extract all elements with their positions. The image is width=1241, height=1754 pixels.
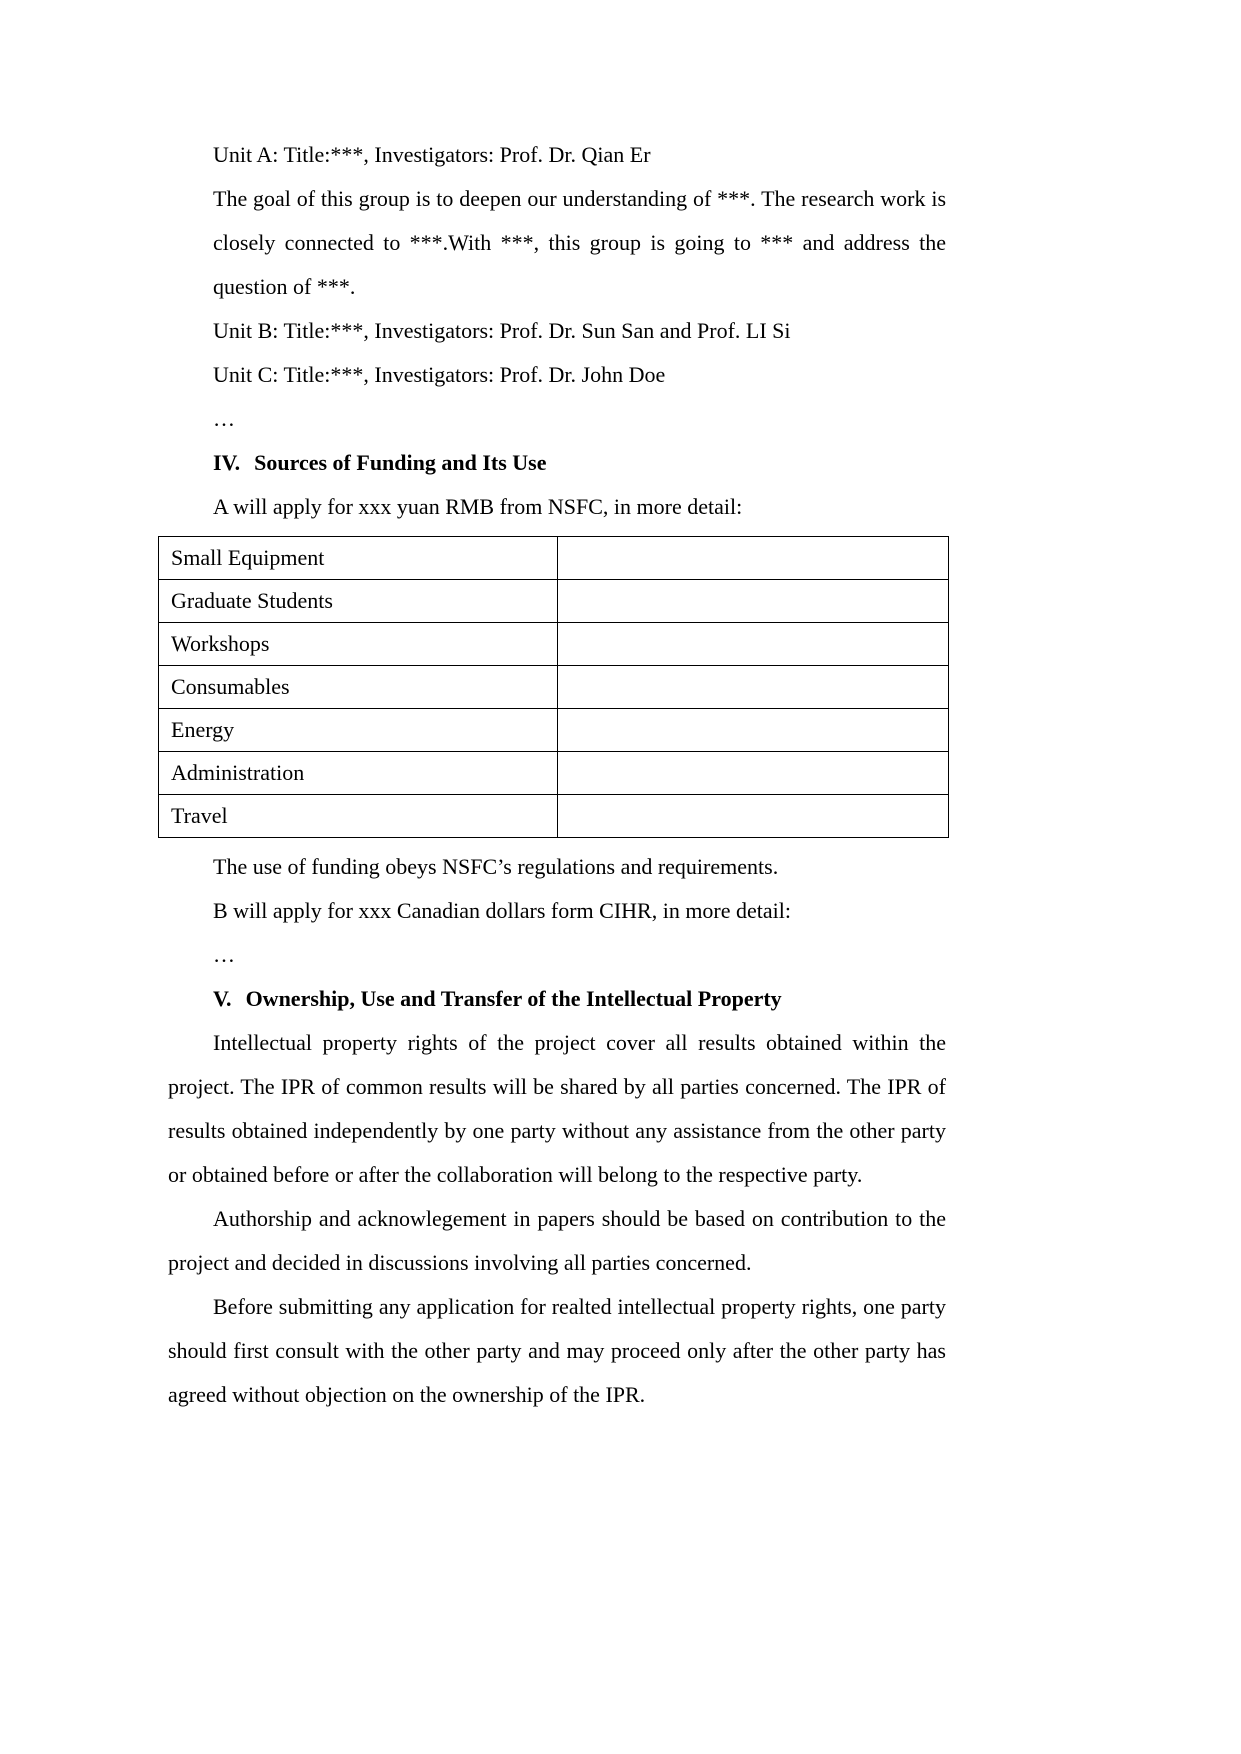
table-row	[159, 752, 949, 795]
table-row	[159, 580, 949, 623]
table-cell-value	[558, 537, 949, 580]
table-cell-label: Energy	[159, 709, 558, 752]
paragraph-unit-b: Unit B: Title:***, Investigators: Prof. Dr. Sun San and Prof. LI Si	[213, 318, 791, 343]
paragraph-funding-note: The use of funding obeys NSFC’s regulations and requirements.	[213, 854, 779, 879]
paragraph-ipr-1: Intellectual property rights of the project cover all results obtained within the project. The IPR of common results will be shared by all parties concerned. The IPR of results obtained independently by one party without any assistance from the other party or obtained before or after the collaboration will belong to the respective party.	[168, 1030, 946, 1187]
section-v-number: V.	[213, 986, 232, 1011]
table-row	[159, 623, 949, 666]
paragraph-goal: The goal of this group is to deepen our understanding of ***. The research work is closely connected to ***.With ***, this group is going to *** and address the question of ***.	[213, 186, 946, 299]
table-cell-label: Small Equipment	[159, 537, 558, 580]
section-iv-number: IV.	[213, 450, 241, 475]
paragraph-ellipsis-1: …	[213, 406, 235, 431]
table-cell-label: Administration	[159, 752, 558, 795]
table-cell-value	[558, 580, 949, 623]
table-cell-label: Graduate Students	[159, 580, 558, 623]
table-cell-label: Travel	[159, 795, 558, 838]
table-row	[159, 795, 949, 838]
funding-table	[158, 536, 949, 838]
table-cell-value	[558, 623, 949, 666]
table-cell-value	[558, 709, 949, 752]
paragraph-funding-b: B will apply for xxx Canadian dollars form CIHR, in more detail:	[213, 898, 792, 923]
paragraph-ipr-2: Authorship and acknowlegement in papers should be based on contribution to the project and decided in discussions involving all parties concerned.	[168, 1206, 946, 1275]
paragraph-ellipsis-2: …	[213, 942, 235, 967]
table-row	[159, 666, 949, 709]
section-heading-v	[168, 977, 946, 1021]
section-iv-title: Sources of Funding and Its Use	[254, 450, 547, 475]
paragraph-ipr-3: Before submitting any application for realted intellectual property rights, one party should first consult with the other party and may proceed only after the other party has agreed without objection on the ownership of the IPR.	[168, 1294, 946, 1407]
table-cell-value	[558, 795, 949, 838]
table-cell-label: Consumables	[159, 666, 558, 709]
paragraph-unit-c: Unit C: Title:***, Investigators: Prof. Dr. John Doe	[213, 362, 666, 387]
section-heading-iv	[168, 441, 946, 485]
table-cell-value	[558, 752, 949, 795]
table-row	[159, 709, 949, 752]
table-row	[159, 537, 949, 580]
section-v-title: Ownership, Use and Transfer of the Intellectual Property	[245, 986, 782, 1011]
table-cell-label: Workshops	[159, 623, 558, 666]
table-cell-value	[558, 666, 949, 709]
paragraph-funding-a: A will apply for xxx yuan RMB from NSFC, in more detail:	[213, 494, 743, 519]
paragraph-unit-a: Unit A: Title:***, Investigators: Prof. Dr. Qian Er	[213, 142, 651, 167]
